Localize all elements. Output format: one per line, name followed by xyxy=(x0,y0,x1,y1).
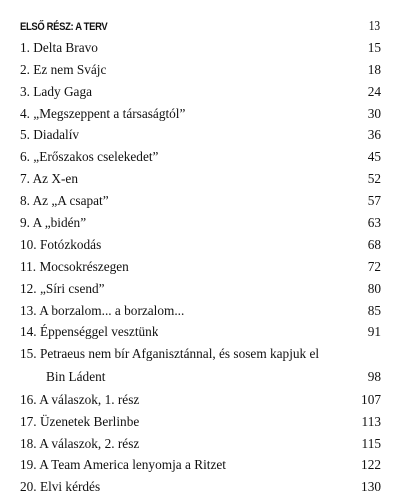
toc-entry xyxy=(20,124,381,146)
entry-page-number: 24 xyxy=(367,83,381,99)
toc-entry xyxy=(20,146,381,168)
entry-page-number: 85 xyxy=(367,302,381,318)
toc-entry xyxy=(20,59,381,81)
toc-entry xyxy=(20,234,381,256)
entry-page-number: 52 xyxy=(367,171,381,187)
entry-title: 20. Elvi kérdés xyxy=(20,479,101,495)
toc-entry xyxy=(20,81,381,103)
entry-page-number: 45 xyxy=(367,149,381,165)
entry-title: 3. Lady Gaga xyxy=(20,83,92,99)
entry-title: 16. A válaszok, 1. rész xyxy=(20,391,140,407)
entry-page-number: 80 xyxy=(367,280,381,296)
entry-title: 4. „Megszeppent a társaságtól” xyxy=(20,105,186,121)
part-page-number: 13 xyxy=(368,18,381,33)
entry-title: 17. Üzenetek Berlinbe xyxy=(20,413,140,429)
entry-title: 5. Diadalív xyxy=(20,127,80,143)
entry-page-number: 15 xyxy=(367,39,381,55)
entry-page-number: 63 xyxy=(367,215,381,231)
toc-entry xyxy=(20,321,381,343)
entry-page-number: 113 xyxy=(361,413,381,429)
entry-title: 14. Éppenséggel vesztünk xyxy=(20,324,159,340)
entry-page-number: 68 xyxy=(367,236,381,252)
entry-title-line2-row xyxy=(20,365,381,389)
toc-entry xyxy=(20,433,381,455)
entry-page-number: 122 xyxy=(361,457,381,473)
toc-entry xyxy=(20,278,381,300)
toc-entry xyxy=(20,103,381,125)
entry-title: 6. „Erőszakos cselekedet” xyxy=(20,149,159,165)
toc-part-heading xyxy=(20,15,380,37)
entry-page-number: 36 xyxy=(367,127,381,143)
table-of-contents xyxy=(20,15,381,498)
entry-page-number: 30 xyxy=(367,105,381,121)
entry-page-number: 98 xyxy=(367,369,381,385)
entry-page-number: 107 xyxy=(361,391,381,407)
entry-page-number: 72 xyxy=(367,258,381,274)
entry-title: 9. A „bidén” xyxy=(20,215,87,231)
toc-entry-wrapped xyxy=(20,343,381,388)
entry-title: 19. A Team America lenyomja a Ritzet xyxy=(20,457,226,473)
entry-title: 10. Fotózkodás xyxy=(20,236,102,252)
entry-title-line2: Bin Ládent xyxy=(46,369,106,385)
entry-page-number: 115 xyxy=(361,435,381,451)
entry-page-number: 91 xyxy=(367,324,381,340)
entry-title: 8. Az „A csapat” xyxy=(20,193,109,209)
entry-title: 13. A borzalom... a borzalom... xyxy=(20,302,185,318)
entry-title: 18. A válaszok, 2. rész xyxy=(20,435,140,451)
entry-page-number: 57 xyxy=(367,193,381,209)
toc-entry xyxy=(20,300,381,322)
toc-entry xyxy=(20,256,381,278)
entry-title: 12. „Síri csend” xyxy=(20,280,105,296)
entry-title: 2. Ez nem Svájc xyxy=(20,61,107,77)
toc-entry xyxy=(20,454,381,476)
part-title: ELSŐ RÉSZ: A TERV xyxy=(20,21,108,33)
entry-page-number: 130 xyxy=(361,479,381,495)
entry-page-number: 18 xyxy=(367,61,381,77)
toc-entry xyxy=(20,411,381,433)
entry-title: 7. Az X-en xyxy=(20,171,78,187)
toc-entry xyxy=(20,190,381,212)
entry-title: 11. Mocsokrészegen xyxy=(20,258,129,274)
toc-entry xyxy=(20,168,381,190)
toc-entry xyxy=(20,389,381,411)
toc-entry xyxy=(20,37,381,59)
entry-title: 1. Delta Bravo xyxy=(20,39,98,55)
toc-entry xyxy=(20,212,381,234)
entry-title-line1: 15. Petraeus nem bír Afganisztánnal, és sosem kapjuk el xyxy=(20,346,320,362)
